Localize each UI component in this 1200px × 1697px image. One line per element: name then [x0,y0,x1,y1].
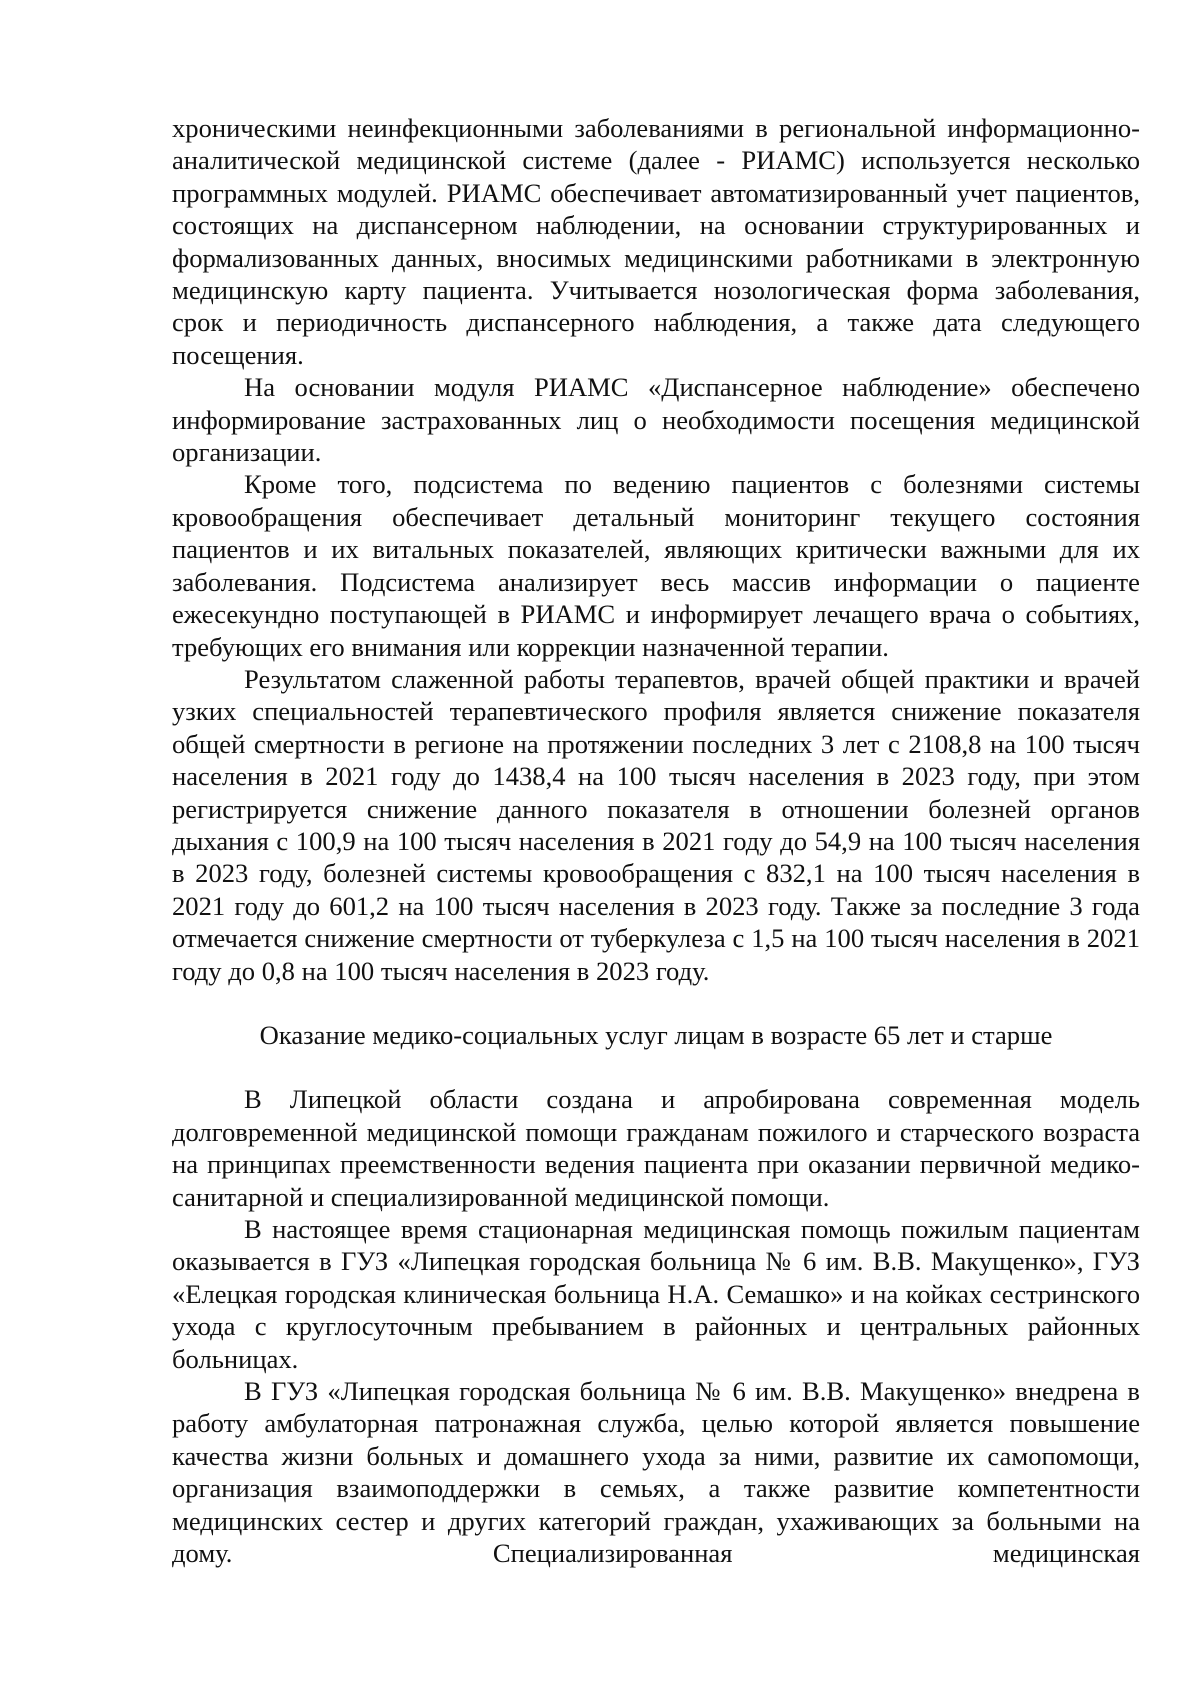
paragraph-long-term-care-model: В Липецкой области создана и апробирована современная модель долговременной медицинской помощи гражданам пожилого и старческого возраста на принципах преемственности ведения пациента при оказании первичной медико-санитарной и специализированной медицинской помощи. [172,1084,1140,1212]
paragraph-circulatory-subsystem: Кроме того, подсистема по ведению пациентов с болезнями системы кровообращения обеспечивает детальный мониторинг текущего состояния пациентов и их витальных показателей, являющих критически важными для их заболевания. Подсистема анализирует весь массив информации о пациенте ежесекундно поступающей в РИАМС и информирует лечащего врача о событиях, требующих его внимания или коррекции назначенной терапии. [172,469,1140,662]
paragraph-patronage-service: В ГУЗ «Липецкая городская больница № 6 им. В.В. Макущенко» внедрена в работу амбулаторная патронажная служба, целью которой является повышение качества жизни больных и домашнего ухода за ними, развитие их самопомощи, организация взаимоподдержки в семьях, а также развитие компетентности медицинских сестер и других категорий граждан, ухаживающих за больными на дому. Специализированная медицинская [172,1376,1140,1569]
paragraph-mortality-results: Результатом слаженной работы терапевтов, врачей общей практики и врачей узких специальностей терапевтического профиля является снижение показателя общей смертности в регионе на протяжении последних 3 лет с 2108,8 на 100 тысяч населения в 2021 году до 1438,4 на 100 тысяч населения в 2023 году, при этом регистрируется снижение данного показателя в отношении болезней органов дыхания с 100,9 на 100 тысяч населения в 2021 году до 54,9 на 100 тысяч населения в 2023 году, болезней системы кровообращения с 832,1 на 100 тысяч населения в 2021 году до 601,2 на 100 тысяч населения в 2023 году. Также за последние 3 года отмечается снижение смертности от туберкулеза с 1,5 на 100 тысяч населения в 2021 году до 0,8 на 100 тысяч населения в 2023 году. [172,663,1140,986]
paragraph-dispensary-module: На основании модуля РИАМС «Диспансерное наблюдение» обеспечено информирование застрахованных лиц о необходимости посещения медицинской организации. [172,372,1140,468]
document-page [172,112,1140,1569]
paragraph-inpatient-care: В настоящее время стационарная медицинская помощь пожилым пациентам оказывается в ГУЗ «Липецкая городская больница № 6 им. В.В. Макущенко», ГУЗ «Елецкая городская клиническая больница Н.А. Семашко» и на койках сестринского ухода с круглосуточным пребыванием в районных и центральных районных больницах. [172,1214,1140,1374]
section-heading: Оказание медико-социальных услуг лицам в возрасте 65 лет и старше [259,1019,1053,1050]
paragraph-riams-modules: хроническими неинфекционными заболеваниями в региональной информационно-аналитической медицинской системе (далее - РИАМС) используется несколько программных модулей. РИАМС обеспечивает автоматизированный учет пациентов, состоящих на диспансерном наблюдении, на основании структурированных и формализованных данных, вносимых медицинскими работниками в электронную медицинскую карту пациента. Учитывается нозологическая форма заболевания, срок и периодичность диспансерного наблюдения, а также дата следующего посещения. [172,113,1140,370]
